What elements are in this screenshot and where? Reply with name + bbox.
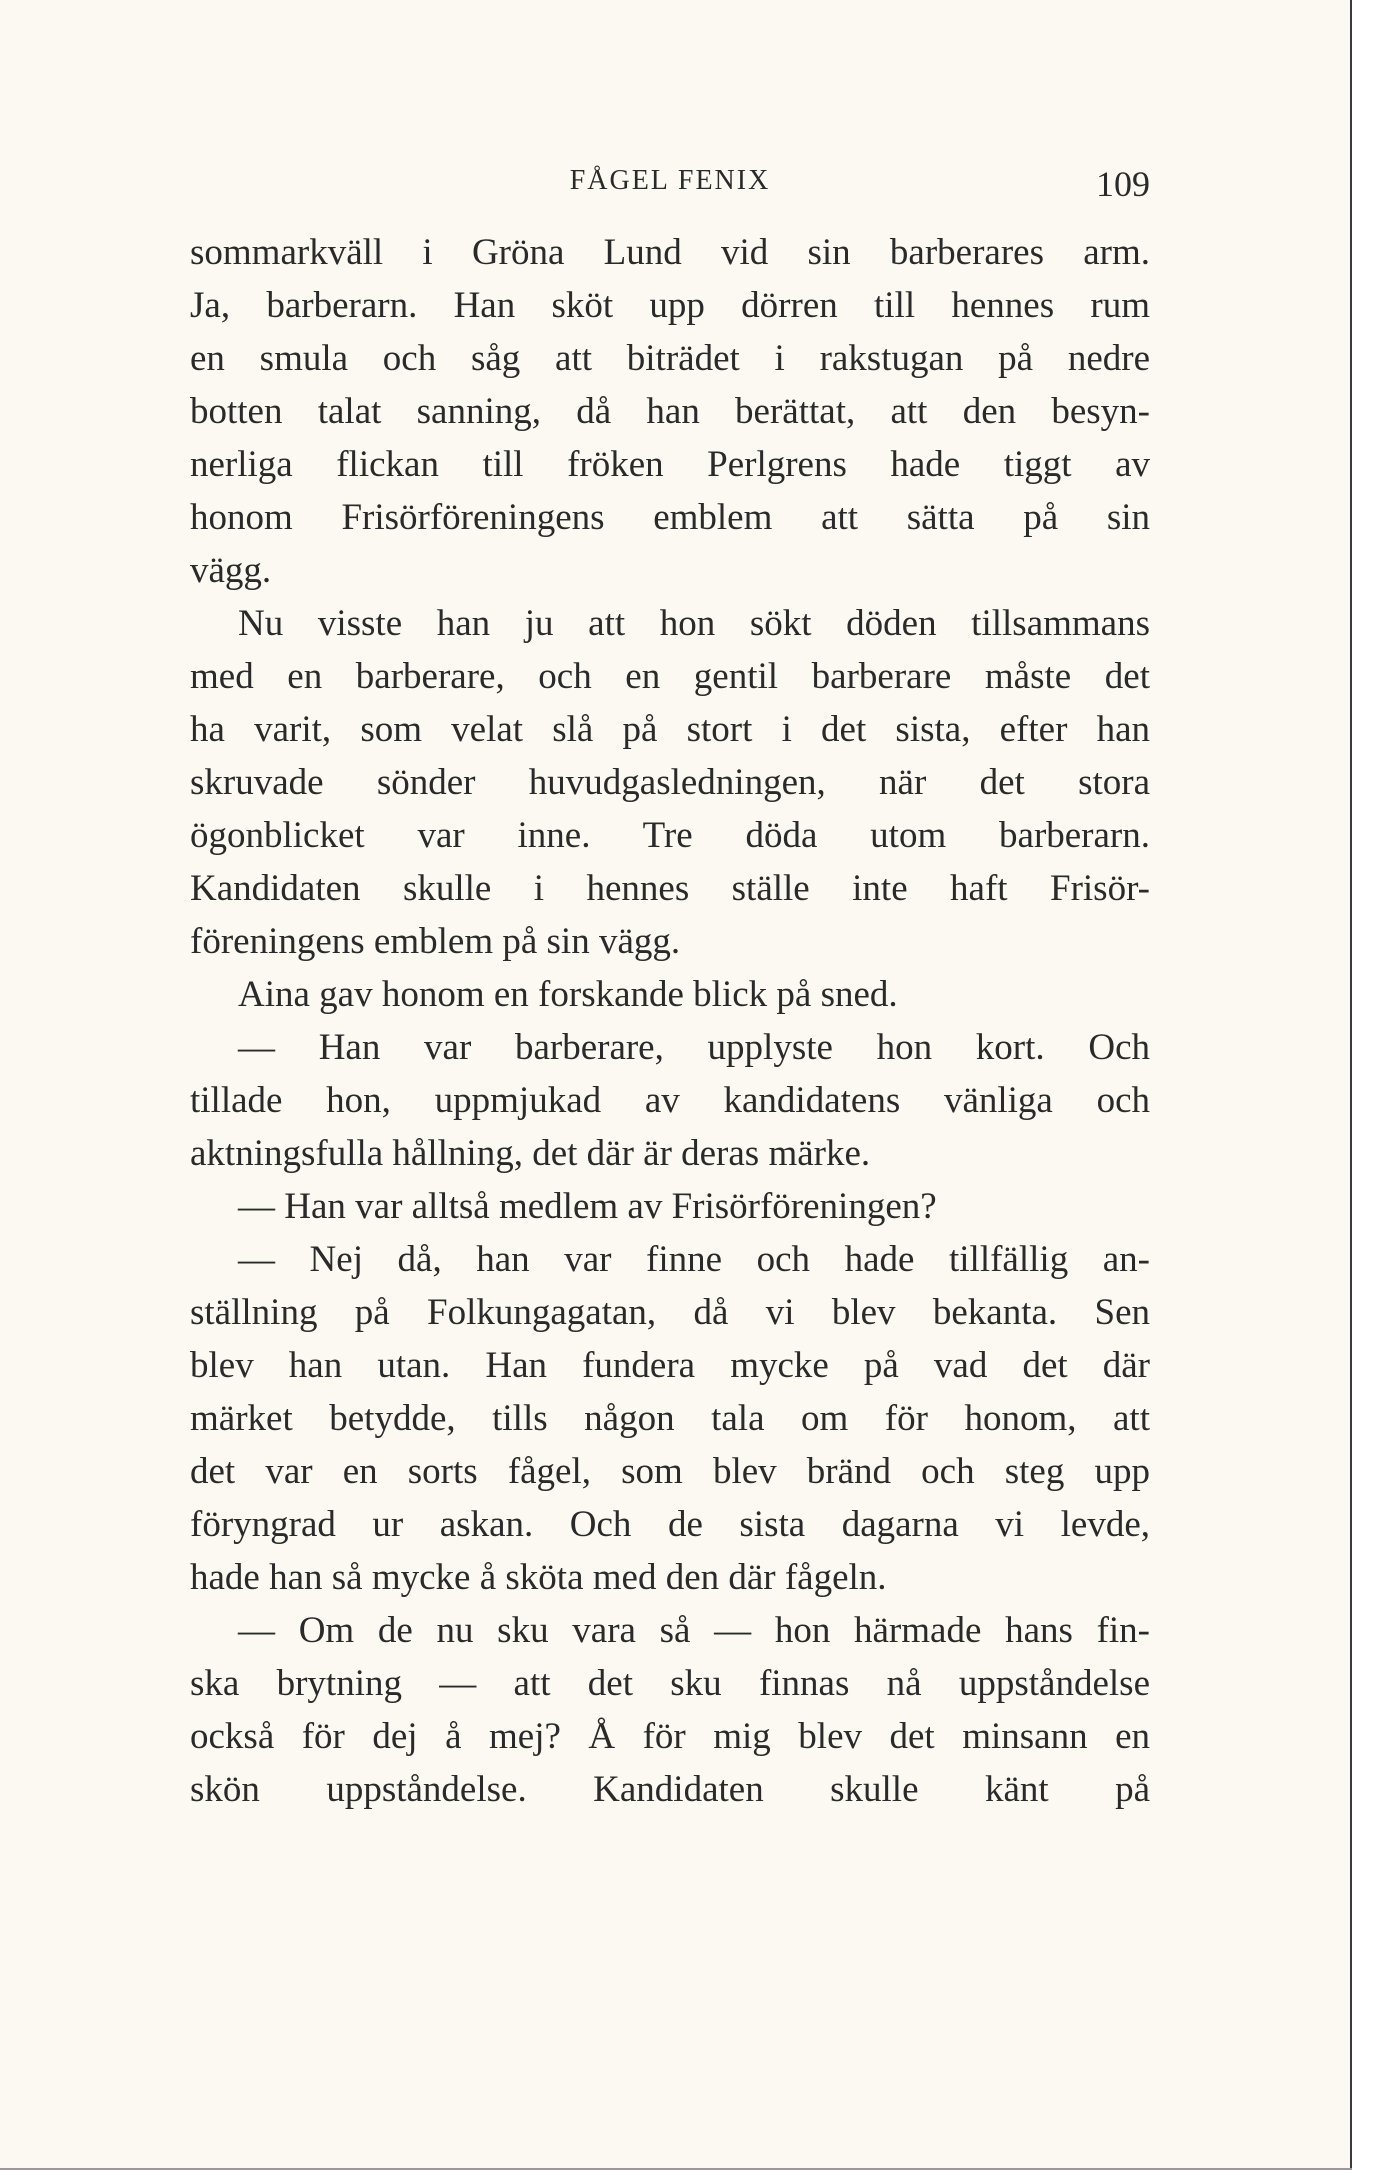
text-line: — Han var alltså medlem av Frisörföreningen? <box>238 1186 937 1227</box>
text-line: ögonblicket var inne. Tre döda utom barberarn. <box>190 815 1150 856</box>
text-line: honom Frisörföreningens emblem att sätta på sin <box>190 497 1150 538</box>
text-line: ska brytning — att det sku finnas nå uppståndelse <box>190 1663 1150 1704</box>
text-line: Aina gav honom en forskande blick på sned. <box>238 974 898 1015</box>
text-line: med en barberare, och en gentil barberare måste det <box>190 656 1150 697</box>
text-line: botten talat sanning, då han berättat, att den besyn- <box>190 391 1150 432</box>
page-number: 109 <box>1096 164 1150 204</box>
text-line: tillade hon, uppmjukad av kandidatens vänliga och <box>190 1080 1150 1121</box>
text-line: Ja, barberarn. Han sköt upp dörren till hennes rum <box>190 285 1150 326</box>
text-line: Kandidaten skulle i hennes ställe inte haft Frisör- <box>190 868 1150 909</box>
running-title: FÅGEL FENIX <box>569 165 771 196</box>
text-line: vägg. <box>190 550 272 591</box>
text-line: nerliga flickan till fröken Perlgrens hade tiggt av <box>190 444 1150 485</box>
text-line: blev han utan. Han fundera mycke på vad det där <box>190 1345 1150 1386</box>
text-line: — Han var barberare, upplyste hon kort. Och <box>238 1027 1150 1068</box>
text-line: också för dej å mej? Å för mig blev det minsann en <box>190 1716 1150 1757</box>
text-line: det var en sorts fågel, som blev bränd och steg upp <box>190 1451 1150 1492</box>
text-line: skruvade sönder huvudgasledningen, när det stora <box>190 762 1150 803</box>
text-line: hade han så mycke å sköta med den där fågeln. <box>190 1557 887 1598</box>
text-line: föryngrad ur askan. Och de sista dagarna vi levde, <box>190 1504 1150 1545</box>
text-line: — Nej då, han var finne och hade tillfällig an- <box>238 1239 1150 1280</box>
page-edge-bottom <box>0 2168 1352 2170</box>
text-line: ha varit, som velat slå på stort i det sista, efter han <box>190 709 1150 750</box>
text-line: en smula och såg att biträdet i rakstugan på nedre <box>190 338 1150 379</box>
page-edge-right <box>1350 0 1352 2170</box>
text-line: sommarkväll i Gröna Lund vid sin barberares arm. <box>190 232 1150 273</box>
text-line: skön uppståndelse. Kandidaten skulle känt på <box>190 1769 1150 1810</box>
text-line: aktningsfulla hållning, det där är deras märke. <box>190 1133 871 1174</box>
body-text <box>190 226 1150 1816</box>
page-header <box>190 165 1150 205</box>
text-line: märket betydde, tills någon tala om för honom, att <box>190 1398 1150 1439</box>
text-line: föreningens emblem på sin vägg. <box>190 921 681 962</box>
text-line: — Om de nu sku vara så — hon härmade hans fin- <box>238 1610 1150 1651</box>
text-line: Nu visste han ju att hon sökt döden tillsammans <box>238 603 1150 644</box>
text-line: ställning på Folkungagatan, då vi blev bekanta. Sen <box>190 1292 1150 1333</box>
